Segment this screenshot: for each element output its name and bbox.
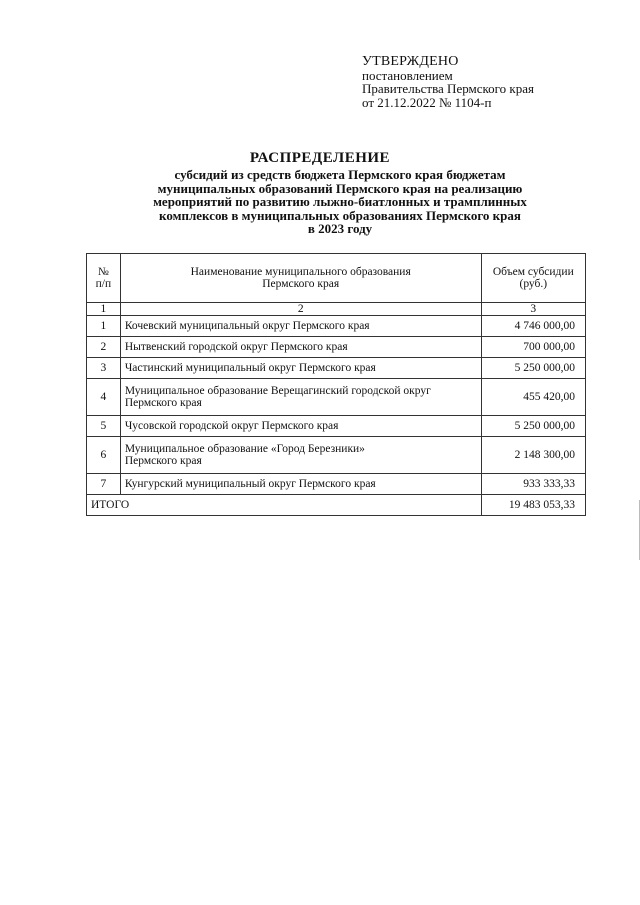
subtitle-line: муниципальных образований Пермского края на реализацию [157, 180, 523, 196]
row-name: Чусовской городской округ Пермского края [120, 416, 481, 437]
header-name-line: Наименование муниципального образования [190, 265, 411, 278]
table-row [87, 474, 586, 495]
header-name [120, 254, 481, 303]
header-sum-line: (руб.) [519, 278, 548, 290]
distribution-table [86, 253, 586, 516]
row-name [120, 379, 481, 416]
row-name: Частинский муниципальный округ Пермского края [120, 358, 481, 379]
total-sum: 19 483 053,33 [481, 495, 585, 516]
column-index-row [87, 303, 586, 316]
row-name: Нытвенский городской округ Пермского края [120, 337, 481, 358]
table-row [87, 316, 586, 337]
row-sum: 5 250 000,00 [481, 358, 585, 379]
header-name-line: Пермского края [262, 278, 340, 290]
approval-title: УТВЕРЖДЕНО [362, 54, 459, 69]
row-sum: 933 333,33 [481, 474, 585, 495]
row-number: 2 [87, 337, 121, 358]
approval-line-3: от 21.12.2022 № 1104-п [362, 94, 492, 110]
document-title: РАСПРЕДЕЛЕНИЕ [249, 150, 391, 166]
row-number: 1 [87, 316, 121, 337]
header-sum [481, 254, 585, 303]
header-number [87, 254, 121, 303]
row-number: 5 [87, 416, 121, 437]
row-name [120, 437, 481, 474]
subtitle-line: комплексов в муниципальных образованиях Пермского края [159, 207, 521, 223]
table-row [87, 379, 586, 416]
table-header-row [87, 254, 586, 303]
header-number-line: № [97, 265, 109, 278]
column-index: 1 [87, 303, 121, 316]
total-row [87, 495, 586, 516]
row-number: 6 [87, 437, 121, 474]
row-name-line: Пермского края [124, 455, 202, 467]
row-sum: 700 000,00 [481, 337, 585, 358]
row-sum: 2 148 300,00 [481, 437, 585, 474]
approval-line-2: Правительства Пермского края [362, 81, 534, 96]
table-row [87, 416, 586, 437]
row-number: 3 [87, 358, 121, 379]
row-name-line: Муниципальное образование «Город Березники» [124, 442, 365, 455]
approval-line-1: постановлением [362, 67, 453, 83]
header-sum-line: Объем субсидии [492, 265, 574, 278]
row-number: 7 [87, 474, 121, 495]
table-row [87, 337, 586, 358]
row-sum: 455 420,00 [481, 379, 585, 416]
row-sum: 4 746 000,00 [481, 316, 585, 337]
row-name: Кочевский муниципальный округ Пермского края [120, 316, 481, 337]
row-name: Кунгурский муниципальный округ Пермского края [120, 474, 481, 495]
subtitle-line: в 2023 году [307, 221, 373, 237]
document-subtitle [115, 168, 565, 236]
row-sum: 5 250 000,00 [481, 416, 585, 437]
subtitle-line: мероприятий по развитию лыжно-биатлонных и трамплинных [153, 194, 527, 210]
subtitle-line: субсидий из средств бюджета Пермского края бюджетам [174, 167, 506, 182]
column-index: 2 [120, 303, 481, 316]
column-index: 3 [481, 303, 585, 316]
row-name-line: Пермского края [124, 397, 202, 409]
table-row [87, 358, 586, 379]
table-row [87, 437, 586, 474]
total-label: ИТОГО [87, 495, 482, 516]
row-number: 4 [87, 379, 121, 416]
approval-stamp [362, 55, 612, 109]
row-name-line: Муниципальное образование Верещагинский городской округ [124, 384, 431, 397]
header-number-line: п/п [95, 278, 112, 290]
